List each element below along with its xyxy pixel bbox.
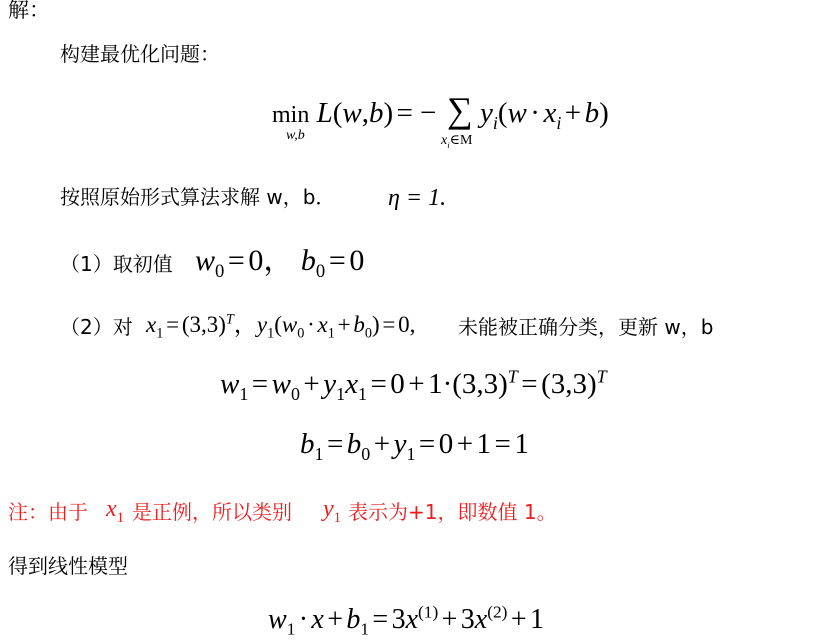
note-mid: 是正例，所以类别 [132,500,292,524]
note-prefix: 注：由于 [8,500,88,524]
min-subscript: w,b [286,128,305,143]
w1-update-formula: $w_1 = w_0 + y_1x_1 = 0 + 1\cdot(3,3)^T = (3,3)^T$ [220,366,607,404]
step2-label: （2）对 [60,315,133,339]
result-intro: 得到线性模型 [8,554,128,578]
method-description: 按照原始形式算法求解 w，b． [60,185,336,209]
solution-heading: 解： [8,0,50,22]
note-suffix: 表示为+1，即数值 1。 [348,500,557,524]
note-x1: $x_1$ [106,496,125,526]
min-operator: min [272,102,310,128]
step2-sample-formula: $x_1 = (3,3)^T$，$y_1(w_0 \cdot x_1 + b_0) = 0$, [146,311,416,342]
objective-formula: min w,b L(w,b) = − ∑ $x_i\in M$ $y_i(w \cdot x_i + b)$ [272,90,609,150]
sum-subscript: $x_i\in M$ [441,133,473,150]
step2-condition: 未能被正确分类，更新 w，b [458,315,714,339]
b1-update-formula: $b_1 = b_0 + y_1 = 0 + 1 = 1$ [300,428,529,464]
note-y1: $y_1$ [323,496,342,526]
linear-model-formula: $w_1 \cdot x + b_1 = 3x^{(1)} + 3x^{(2)} + 1$ [268,602,544,639]
problem-intro: 构建最优化问题： [60,42,220,66]
sum-operator: ∑ [447,90,473,130]
learning-rate: η = 1. [388,185,447,211]
step1-label: （1）取初值 [60,252,173,276]
step1-initial-values: $w_0 = 0$， $b_0 = 0$ [195,244,365,282]
